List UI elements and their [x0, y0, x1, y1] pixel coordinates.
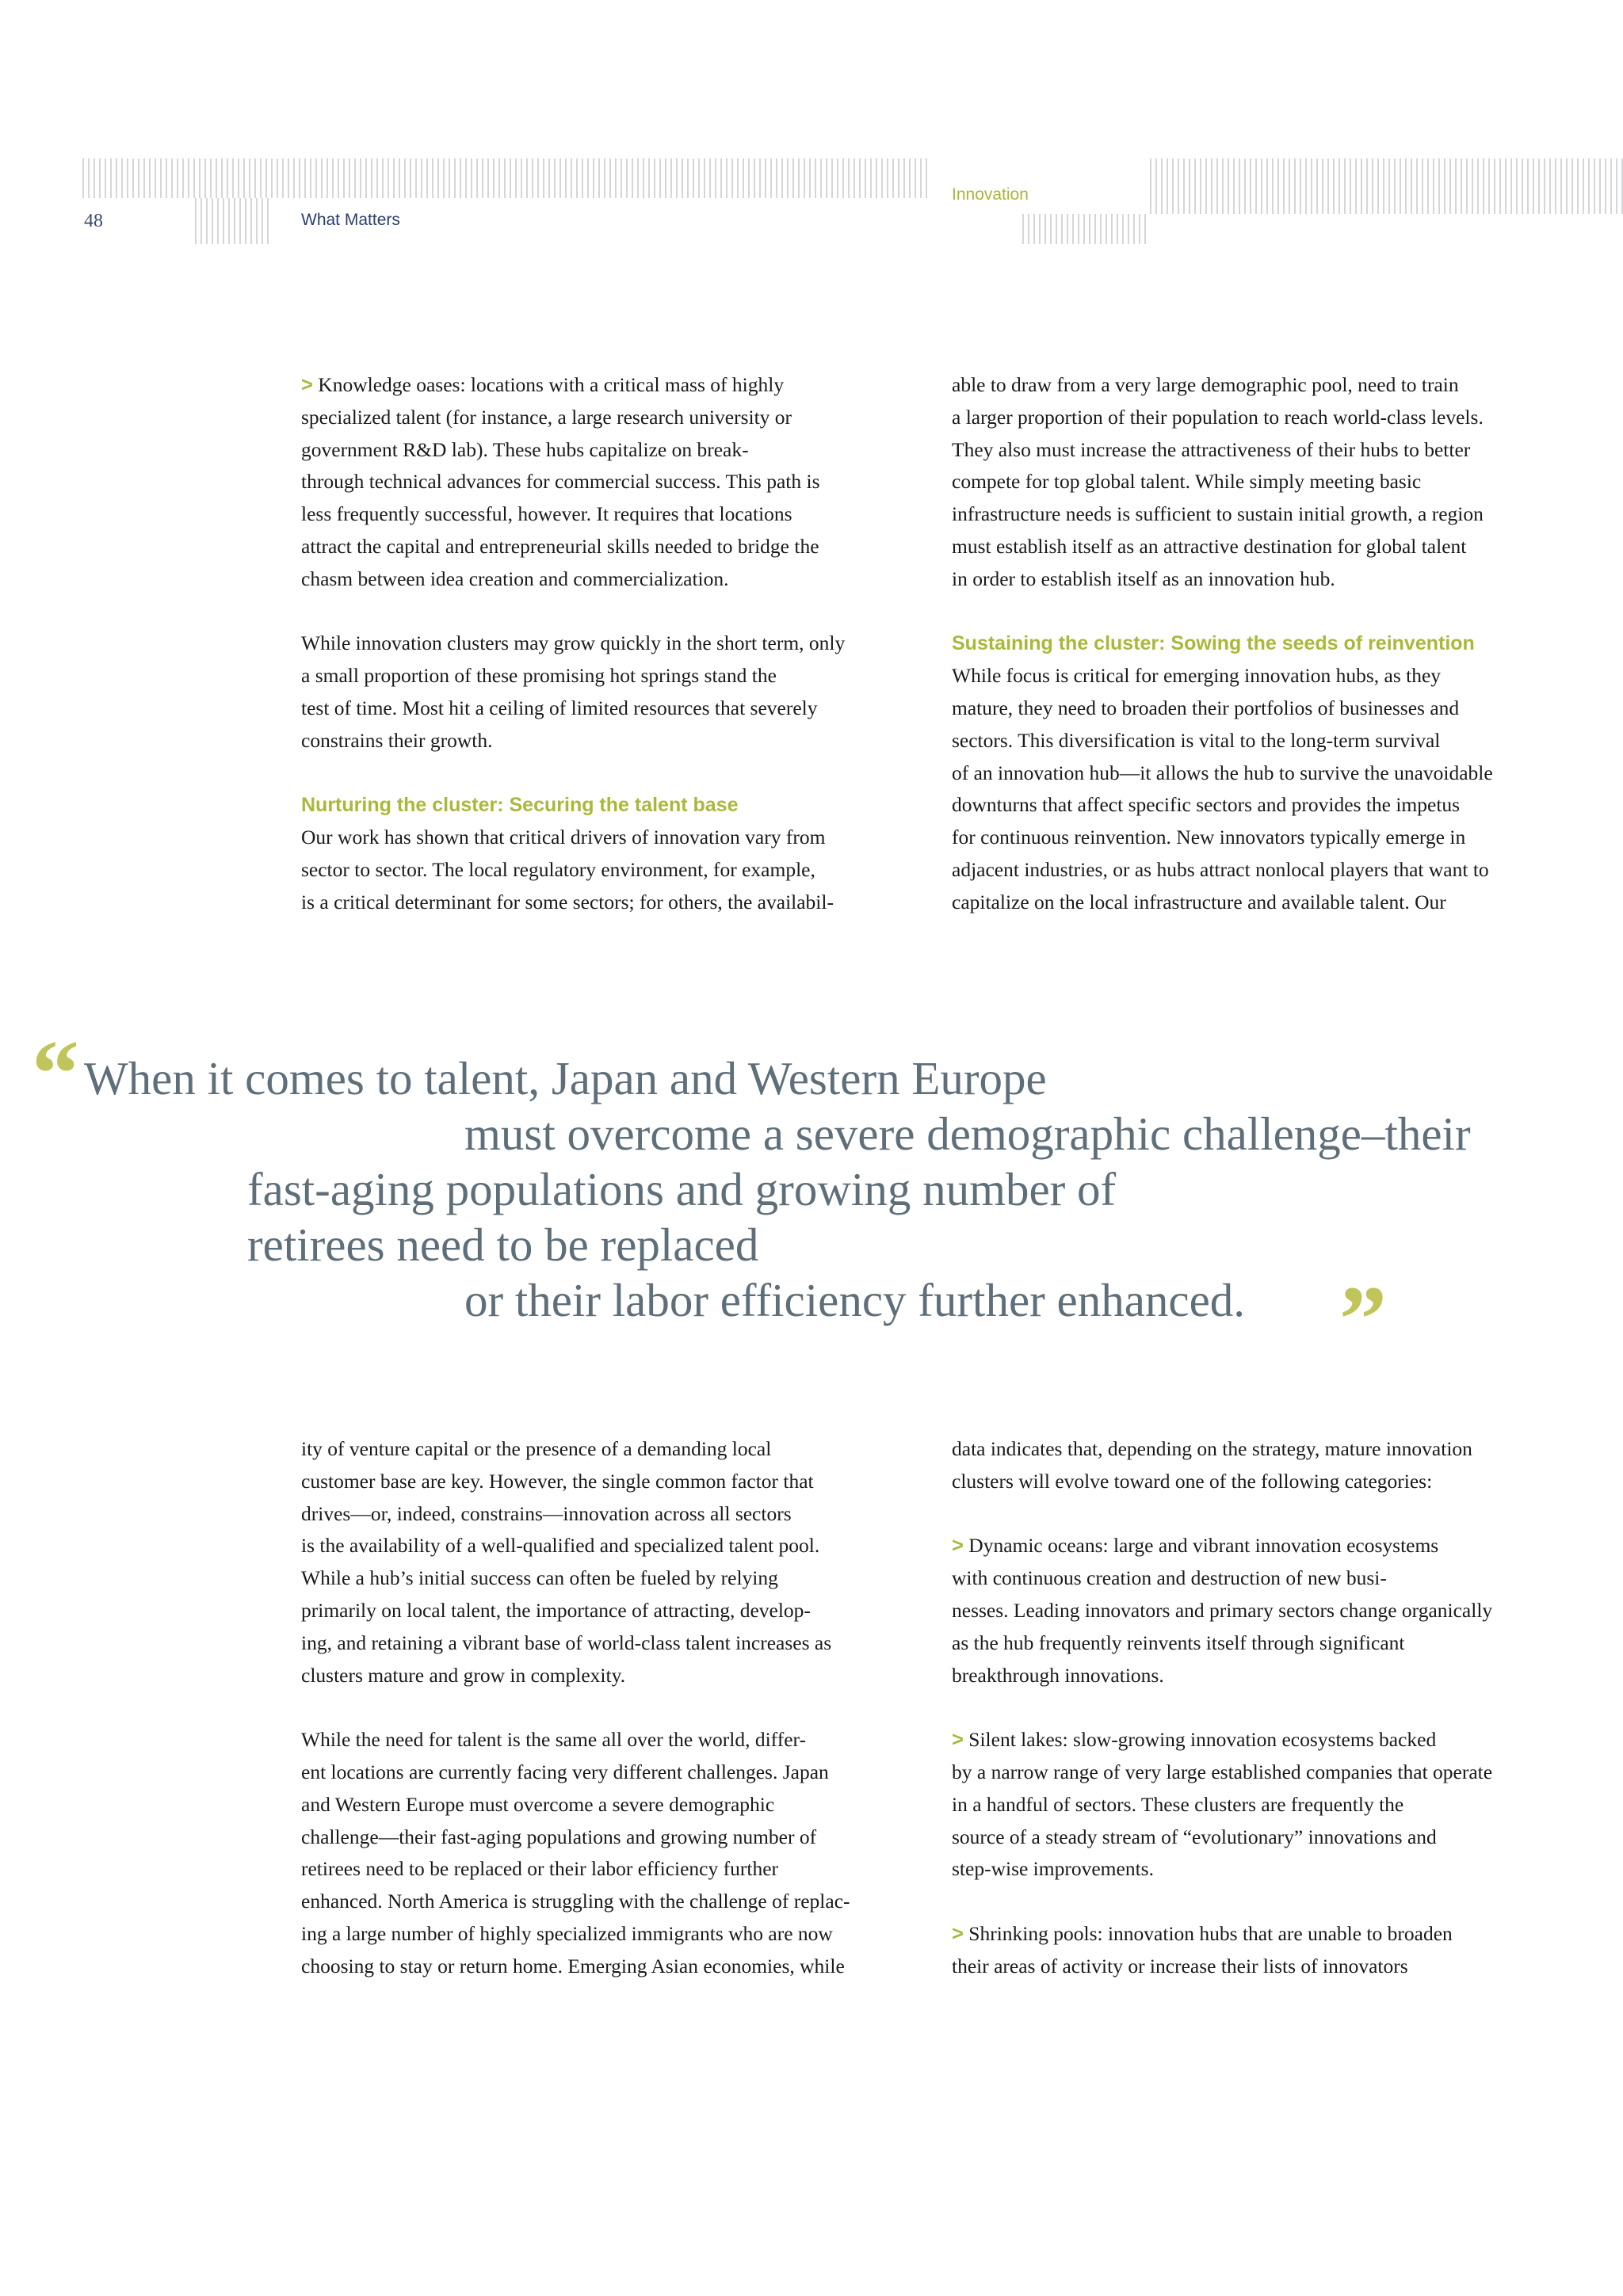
- text-line: They also must increase the attractiveness of their hubs to better: [952, 437, 1471, 461]
- text-line: clusters mature and grow in complexity.: [301, 1663, 626, 1687]
- text-line: ity of venture capital or the presence of a demanding local: [301, 1437, 772, 1460]
- text-line: a small proportion of these promising hot springs stand the: [301, 664, 777, 688]
- text-line: government R&D lab). These hubs capitalize on break-: [301, 437, 749, 461]
- text-line: nesses. Leading innovators and primary sectors change organically: [952, 1598, 1493, 1622]
- text-line: ent locations are currently facing very different challenges. Japan: [301, 1760, 829, 1783]
- pull-quote-line-5: or their labor efficiency further enhanced.: [464, 1274, 1246, 1326]
- text-line: of an innovation hub—it allows the hub to survive the unavoidable: [952, 761, 1493, 784]
- text-line: ing, and retaining a vibrant base of world-class talent increases as: [301, 1630, 832, 1654]
- running-head: What Matters: [301, 211, 400, 229]
- bullet-line: > Dynamic oceans: large and vibrant innovation ecosystems: [952, 1534, 1439, 1558]
- text-line: challenge—their fast-aging populations and growing number of: [301, 1825, 817, 1848]
- text-line: for continuous reinvention. New innovators typically emerge in: [952, 826, 1466, 849]
- text-line: source of a steady stream of “evolutionary” innovations and: [952, 1825, 1437, 1848]
- text-line: with continuous creation and destruction of new busi-: [952, 1566, 1387, 1590]
- bullet-arrow-icon: >: [952, 1729, 964, 1752]
- text-line: compete for top global talent. While simply meeting basic: [952, 470, 1422, 494]
- pull-quote-line-3: fast-aging populations and growing number of: [247, 1163, 1117, 1215]
- text-line: data indicates that, depending on the strategy, mature innovation: [952, 1437, 1472, 1460]
- text-line: infrastructure needs is sufficient to sustain initial growth, a region: [952, 502, 1484, 526]
- text-line: attract the capital and entrepreneurial skills needed to bridge the: [301, 534, 819, 558]
- text-line: in a handful of sectors. These clusters are frequently the: [952, 1792, 1404, 1816]
- section-heading-talent: Nurturing the cluster: Securing the talent base: [301, 794, 739, 817]
- header-stripes-right-lower: [1022, 214, 1149, 244]
- text-line: specialized talent (for instance, a large research university or: [301, 405, 792, 429]
- text-line: downturns that affect specific sectors and provides the impetus: [952, 793, 1461, 817]
- text-line: capitalize on the local infrastructure and available talent. Our: [952, 890, 1446, 913]
- text-line: choosing to stay or return home. Emerging Asian economies, while: [301, 1954, 845, 1978]
- text-line: retirees need to be replaced or their labor efficiency further: [301, 1857, 779, 1881]
- text-line: sectors. This diversification is vital to the long-term survival: [952, 728, 1441, 752]
- bottom-right-column: [952, 1433, 1602, 1983]
- bullet-line: > Shrinking pools: innovation hubs that are unable to broaden: [952, 1921, 1453, 1945]
- text-line: mature, they need to broaden their portfolios of businesses and: [952, 696, 1460, 719]
- text-line: is the availability of a well-qualified and specialized talent pool.: [301, 1534, 820, 1558]
- top-right-column: [952, 369, 1602, 919]
- page-number: 48: [84, 211, 103, 231]
- close-quote-mark: ”: [1339, 1266, 1387, 1371]
- section-heading-reinvention: Sustaining the cluster: Sowing the seeds of reinvention: [952, 632, 1475, 655]
- text-line: primarily on local talent, the importance of attracting, develop-: [301, 1598, 811, 1622]
- text-line: enhanced. North America is struggling with the challenge of replac-: [301, 1890, 850, 1913]
- text-line: must establish itself as an attractive destination for global talent: [952, 534, 1467, 558]
- text-line: While focus is critical for emerging innovation hubs, as they: [952, 664, 1442, 688]
- text-line: While the need for talent is the same all over the world, differ-: [301, 1728, 806, 1752]
- bullet-arrow-icon: >: [301, 374, 313, 396]
- text-line: sector to sector. The local regulatory environment, for example,: [301, 857, 815, 881]
- text-line: ing a large number of highly specialized immigrants who are now: [301, 1921, 833, 1945]
- pull-quote-line-1: When it comes to talent, Japan and Western Europe: [84, 1052, 1047, 1104]
- text-line: their areas of activity or increase their lists of innovators: [952, 1954, 1408, 1978]
- text-line: customer base are key. However, the single common factor that: [301, 1469, 814, 1493]
- section-label: Innovation: [952, 185, 1029, 204]
- pull-quote-line-2: must overcome a severe demographic challenge–their: [464, 1108, 1471, 1160]
- text-line: While innovation clusters may grow quickly in the short term, only: [301, 631, 846, 655]
- text-line: and Western Europe must overcome a severe demographic: [301, 1792, 775, 1816]
- text-line: clusters will evolve toward one of the following categories:: [952, 1469, 1433, 1493]
- text-line: less frequently successful, however. It requires that locations: [301, 502, 792, 526]
- open-quote-mark: “: [32, 1020, 79, 1126]
- top-left-column: [301, 369, 951, 919]
- text-line: able to draw from a very large demographic pool, need to train: [952, 373, 1459, 396]
- text-line: through technical advances for commercial success. This path is: [301, 470, 820, 494]
- bullet-arrow-icon: >: [952, 1535, 964, 1558]
- text-line: a larger proportion of their population to reach world-class levels.: [952, 405, 1484, 429]
- text-line: drives—or, indeed, constrains—innovation across all sectors: [301, 1501, 792, 1525]
- text-line: in order to establish itself as an innovation hub.: [952, 566, 1335, 590]
- text-line: is a critical determinant for some sectors; for others, the availabil-: [301, 890, 834, 913]
- bottom-left-column: [301, 1433, 951, 1983]
- text-line: test of time. Most hit a ceiling of limited resources that severely: [301, 696, 818, 719]
- text-line: chasm between idea creation and commercialization.: [301, 566, 729, 590]
- text-line: Our work has shown that critical drivers of innovation vary from: [301, 826, 826, 849]
- header-stripes-mid: [195, 198, 270, 244]
- text-line: as the hub frequently reinvents itself through significant: [952, 1630, 1405, 1654]
- bullet-arrow-icon: >: [952, 1922, 964, 1945]
- text-line: constrains their growth.: [301, 728, 493, 752]
- header-stripes-left: [82, 158, 930, 198]
- bullet-line: > Silent lakes: slow-growing innovation ecosystems backed: [952, 1728, 1437, 1752]
- text-line: step-wise improvements.: [952, 1857, 1154, 1881]
- pull-quote-line-4: retirees need to be replaced: [247, 1219, 759, 1271]
- text-line: by a narrow range of very large established companies that operate: [952, 1760, 1493, 1783]
- bullet-line: > Knowledge oases: locations with a critical mass of highly: [301, 373, 785, 396]
- header-stripes-right: [1150, 158, 1623, 214]
- text-line: adjacent industries, or as hubs attract nonlocal players that want to: [952, 857, 1489, 881]
- text-line: While a hub’s initial success can often be fueled by relying: [301, 1566, 778, 1590]
- text-line: breakthrough innovations.: [952, 1663, 1164, 1687]
